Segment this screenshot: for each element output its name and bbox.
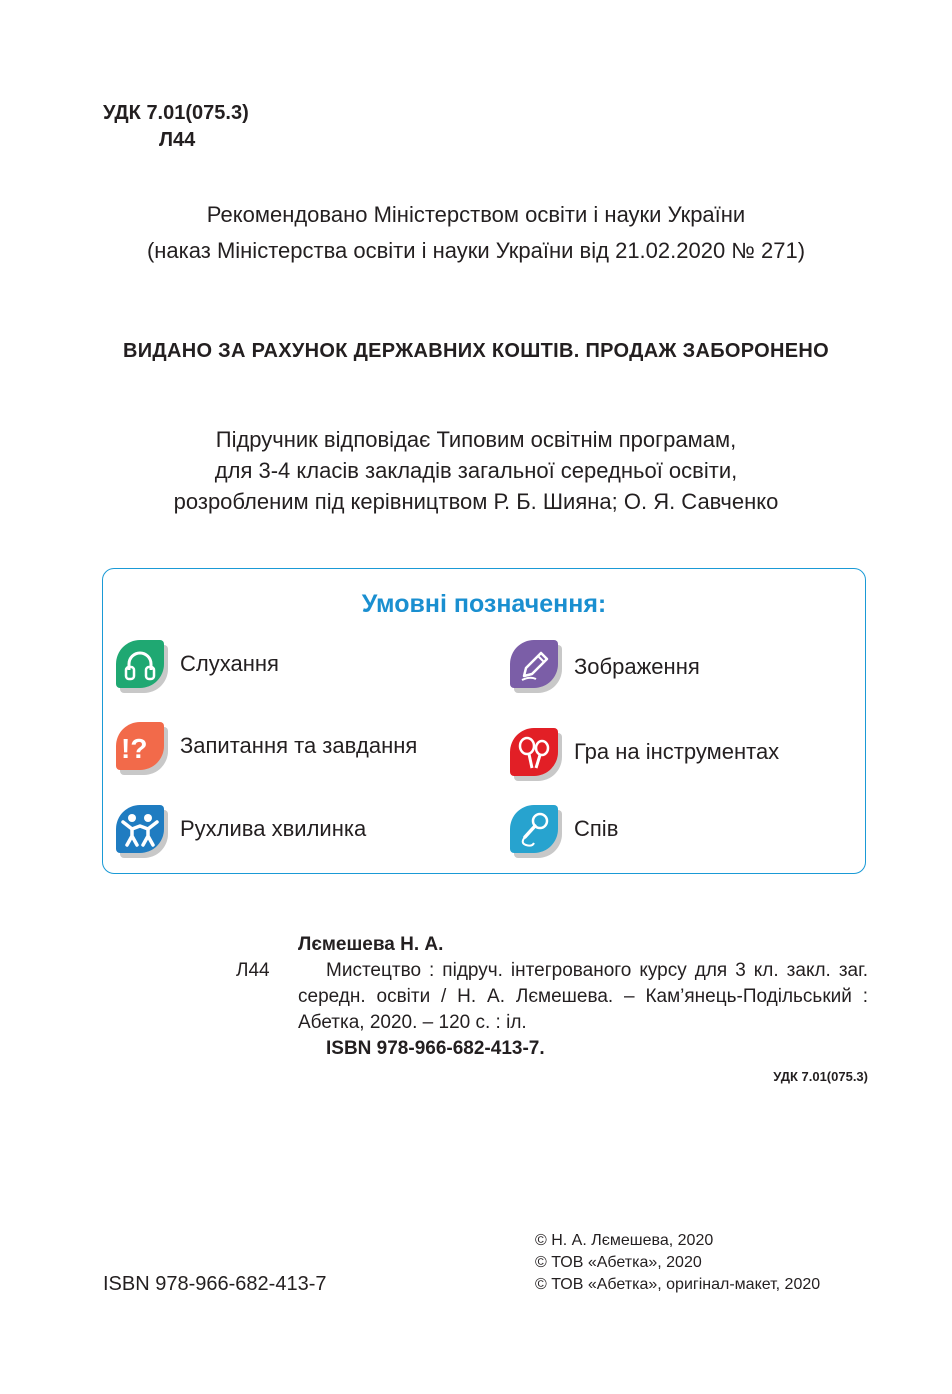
conformity-line-1: Підручник відповідає Типовим освітнім програмам,: [215, 427, 737, 452]
udk-code: УДК 7.01(075.3): [103, 102, 249, 124]
legend-item-questions: [116, 722, 417, 770]
legend-item-active-minute: [116, 805, 366, 853]
free-distribution-notice: ВИДАНО ЗА РАХУНОК ДЕРЖАВНИХ КОШТІВ. ПРОДАЖ ЗАБОРОНЕНО: [123, 340, 829, 362]
legend-label: Слухання: [180, 651, 279, 676]
bib-index: Л44: [236, 960, 270, 981]
legend-label: Зображення: [574, 654, 700, 679]
pencil-icon: [510, 640, 558, 688]
recommendation-line-1: Рекомендовано Міністерством освіти і науки України: [206, 202, 746, 227]
maracas-icon: [510, 728, 558, 776]
copyright-line: © ТОВ «Абетка», 2020: [535, 1254, 702, 1271]
legend-label: Спів: [574, 816, 619, 841]
legend-item-listening: [116, 640, 279, 688]
isbn: ISBN 978-966-682-413-7: [103, 1273, 327, 1295]
udk-header: [103, 100, 249, 154]
copyright-line: © ТОВ «Абетка», оригінал-макет, 2020: [535, 1276, 821, 1293]
legend-item-drawing: [510, 640, 700, 688]
microphone-icon: [510, 805, 558, 853]
udk-index: Л44: [159, 129, 196, 151]
legend-label: Рухлива хвилинка: [180, 816, 367, 841]
svg-text:!?: !?: [121, 733, 148, 764]
conformity-line-3: розробленим під керівництвом Р. Б. Шияна; О. Я. Савченко: [173, 489, 779, 514]
legend-title: Умовні позначення:: [361, 590, 607, 618]
bib-description: Мистецтво : підруч. інтегрованого курсу для 3 кл. закл. заг. середн. освіти / Н. А. Лємешева. – Кам’янець-Подільський : Абетка, 2020. – 120 с. : іл.: [298, 960, 868, 1033]
copyright-line: © Н. А. Лємешева, 2020: [535, 1232, 714, 1249]
bib-author: Лємешева Н. А.: [298, 934, 444, 955]
headphones-icon: [116, 640, 164, 688]
legend-item-instruments: [510, 728, 779, 776]
bibliographic-record: [236, 932, 868, 1090]
dancing-people-icon: [116, 805, 164, 853]
bib-udk: УДК 7.01(075.3): [773, 1069, 868, 1084]
recommendation-line-2: (наказ Міністерства освіти і науки України від 21.02.2020 № 271): [146, 238, 806, 263]
copyright-block: [535, 1230, 820, 1296]
legend-label: Запитання та завдання: [180, 733, 418, 758]
legend-item-singing: [510, 805, 618, 853]
conformity-line-2: для 3-4 класів закладів загальної середньої освіти,: [214, 458, 738, 483]
legend-label: Гра на інструментах: [574, 739, 780, 764]
bib-isbn: ISBN 978-966-682-413-7.: [326, 1038, 545, 1059]
question-icon: [116, 722, 164, 770]
